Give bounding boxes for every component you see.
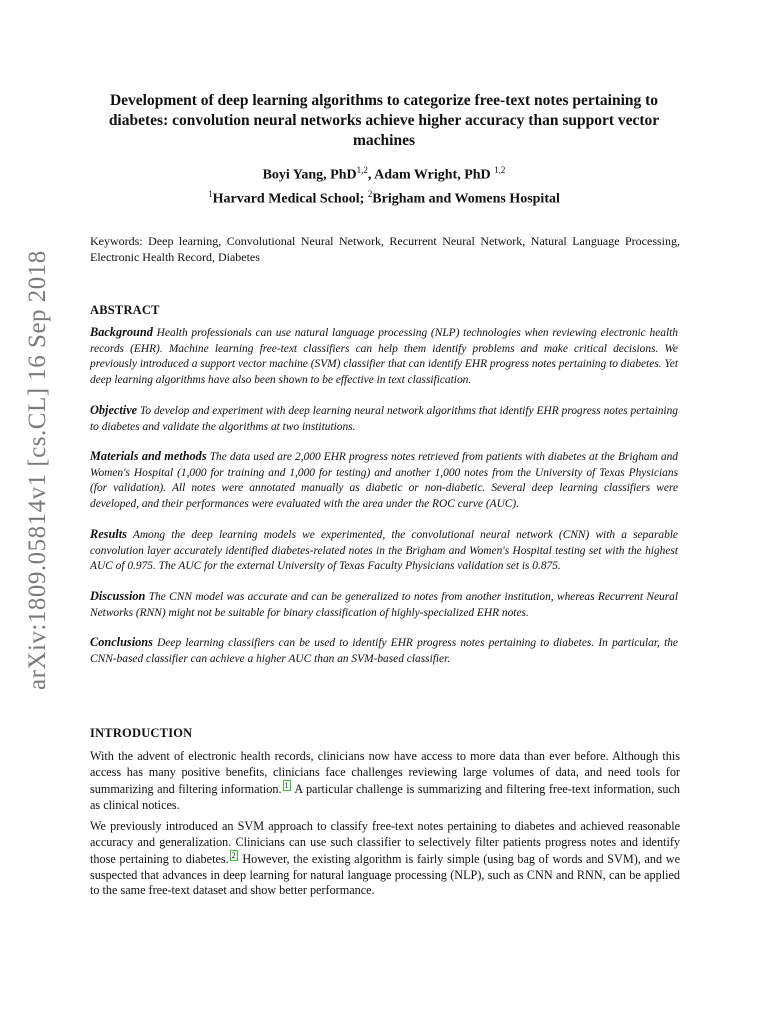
arxiv-side-stamp: arXiv:1809.05814v1 [cs.CL] 16 Sep 2018 — [24, 250, 51, 690]
methods-text: The data used are 2,000 EHR progress notes retrieved from patients with diabetes at the Brigham and Women's Hospital (1,000 for training and 1,000 for testing) and another 1,000 notes from the University of Texas Physicians (for validation). All notes were annotated manually as diabetic or non-diabetic. Several deep learning classifiers were developed, and their performances were evaluated with the area under the ROC curve (AUC). — [90, 451, 679, 510]
discussion-label: Discussion — [90, 589, 146, 603]
keywords: Keywords: Deep learning, Convolutional Neural Network, Recurrent Neural Network, Natural Language Processing, Electronic Health Record, Diabetes — [90, 234, 680, 264]
author-separator: , — [367, 167, 375, 183]
introduction-heading: INTRODUCTION — [90, 726, 193, 740]
citation-link-1[interactable]: 1 — [284, 781, 289, 791]
objective-text: To develop and experiment with deep learning neural network algorithms that identify EHR progress notes pertaining to diabetes and validate the algorithms at two institutions. — [90, 405, 678, 433]
author-block — [90, 161, 678, 208]
affiliation-line — [90, 185, 678, 209]
author-2-affiliation: 1,2 — [494, 165, 506, 175]
abstract-background — [90, 325, 678, 388]
affiliation-1-marker: 1 — [208, 188, 213, 199]
paper-title: Development of deep learning algorithms to categorize free-text notes pertaining to diabetes: convolution neural networks achieve higher accuracy than support vector machines — [108, 92, 660, 149]
author-1: Boyi Yang, PhD — [262, 167, 357, 183]
conclusions-text: Deep learning classifiers can be used to identify EHR progress notes pertaining to diabetes. In particular, the CNN-based classifier can achieve a higher AUC than an SVM-based classifier. — [90, 637, 678, 665]
objective-label: Objective — [90, 403, 138, 417]
abstract-results — [90, 527, 678, 575]
methods-label: Materials and methods — [90, 449, 207, 463]
background-text: Health professionals can use natural language processing (NLP) technologies when reviewing electronic health records (EHR). Machine learning free-text classifiers can help them identify problems and make critical decisions. We previously introduced a support vector machine (SVM) classifier that can identify EHR progress notes pertaining to diabetes. Yet deep learning algorithms have also been shown to be effective in text classification. — [90, 327, 678, 386]
intro-p2-text-b: However, the existing algorithm is fairly simple (using bag of words and SVM), and we suspected that advances in deep learning for natural language processing (NLP), such as CNN and RNN, can be applied to the same free-text dataset and show better performance. — [90, 852, 680, 898]
intro-p1-text-a: With the advent of electronic health records, clinicians now have access to more data than ever before. Although this access has many positive benefits, clinicians face challenges reviewing large volumes of data, and need tools for summarizing and filtering information. — [90, 749, 680, 797]
abstract-heading: ABSTRACT — [90, 303, 160, 317]
affiliation-2-marker: 2 — [367, 188, 373, 199]
affiliation-1: Harvard Medical School; — [212, 191, 368, 207]
abstract-discussion — [90, 589, 678, 621]
introduction-paragraph-2 — [90, 819, 680, 899]
citation-link-2[interactable]: 2 — [231, 851, 236, 861]
background-label: Background — [90, 325, 153, 339]
results-text: Among the deep learning models we experimented, the convolutional neural network (CNN) with a separable convolution layer accurately identified diabetes-related notes in the Brigham and Women's Hospital testing set with the highest AUC of 0.975. The AUC for the external University of Texas Faculty Physicians validation set is 0.875. — [90, 529, 678, 573]
results-label: Results — [90, 527, 127, 541]
author-line — [90, 161, 678, 185]
author-1-affiliation: 1,2 — [356, 165, 368, 175]
abstract-conclusions — [90, 635, 678, 667]
discussion-text: The CNN model was accurate and can be generalized to notes from another institution, whereas Recurrent Neural Networks (RNN) might not be suitable for binary classification of highly-specialized EHR notes. — [90, 591, 678, 619]
intro-p2-text-a: We previously introduced an SVM approach to classify free-text notes pertaining to diabetes and achieved reasonable accuracy and generalization. Clinicians can use such classifier to selectively filter patients progress notes and identify those pertaining to diabetes. — [90, 819, 680, 867]
author-2: Adam Wright, PhD — [374, 167, 495, 183]
abstract-methods — [90, 449, 678, 512]
affiliation-2: Brigham and Womens Hospital — [372, 191, 560, 207]
conclusions-label: Conclusions — [90, 635, 153, 649]
introduction-paragraph-1 — [90, 749, 680, 813]
intro-p1-text-b: A particular challenge is summarizing and filtering free-text information, such as clinical notices. — [90, 782, 681, 812]
abstract-objective — [90, 403, 678, 435]
